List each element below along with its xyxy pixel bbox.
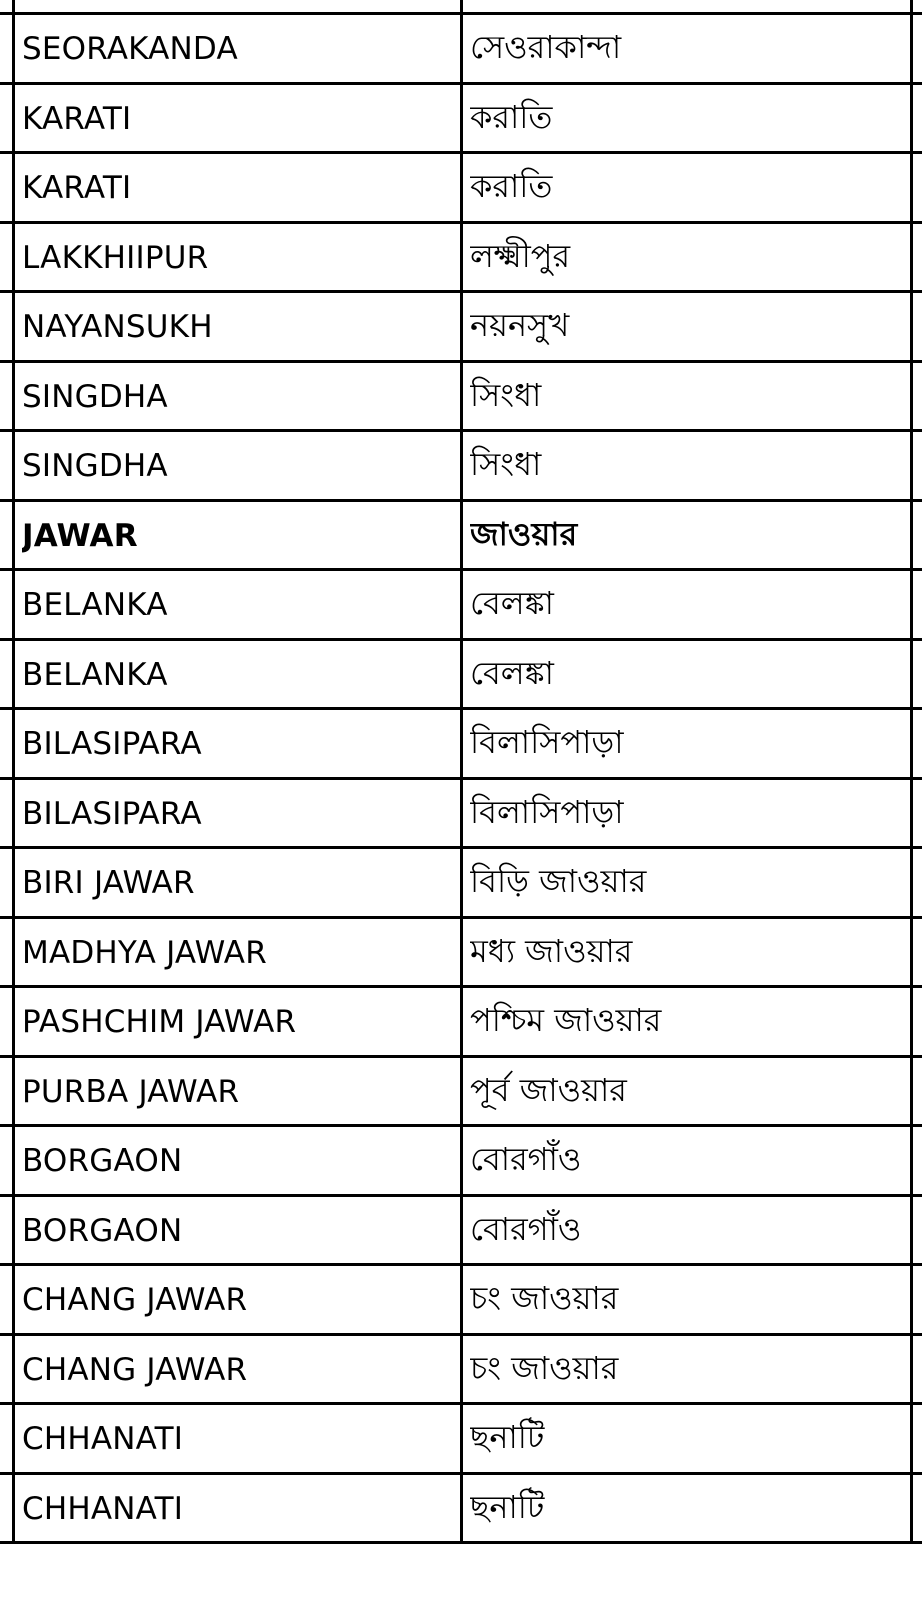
table-row bbox=[0, 1196, 922, 1266]
english-name-cell: BELANKA bbox=[22, 587, 168, 623]
table-row bbox=[0, 918, 922, 988]
english-name-cell: CHHANATI bbox=[22, 1491, 184, 1527]
bengali-name-cell: বিলাসিপাড়া bbox=[470, 723, 624, 761]
bengali-name-cell: নয়নসুখ bbox=[470, 306, 570, 344]
english-name-cell: PURBA JAWAR bbox=[22, 1074, 240, 1110]
table-row bbox=[0, 640, 922, 710]
bengali-name-cell: মধ্য জাওয়ার bbox=[470, 932, 633, 970]
table-row bbox=[0, 570, 922, 640]
bengali-name-cell: বেলঙ্কা bbox=[470, 584, 554, 622]
bengali-name-cell: সিংধা bbox=[470, 445, 542, 483]
english-name-cell: SINGDHA bbox=[22, 448, 168, 484]
bengali-name-cell: সিংধা bbox=[470, 376, 542, 414]
bengali-name-cell: পশ্চিম জাওয়ার bbox=[470, 1001, 662, 1039]
english-name-cell: PASHCHIM JAWAR bbox=[22, 1004, 297, 1040]
bengali-name-cell: বোরগাঁও bbox=[470, 1210, 582, 1248]
bengali-name-cell: বেলঙ্কা bbox=[470, 654, 554, 692]
english-name-cell: MADHYA JAWAR bbox=[22, 935, 267, 971]
table-row bbox=[0, 14, 922, 84]
english-name-cell: SINGDHA bbox=[22, 379, 168, 415]
table-row bbox=[0, 987, 922, 1057]
bengali-name-cell: জাওয়ার bbox=[470, 515, 578, 553]
english-name-cell: BELANKA bbox=[22, 657, 168, 693]
bengali-name-cell: ছনাটি bbox=[470, 1488, 545, 1526]
table-row bbox=[0, 1404, 922, 1474]
bengali-name-cell: বোরগাঁও bbox=[470, 1140, 582, 1178]
table-row bbox=[0, 1335, 922, 1405]
bengali-name-cell: চং জাওয়ার bbox=[470, 1349, 619, 1387]
bengali-name-cell: সেওরাকান্দা bbox=[470, 28, 622, 66]
table-row bbox=[0, 292, 922, 362]
english-name-cell: KARATI bbox=[22, 170, 132, 206]
bengali-name-cell: করাতি bbox=[470, 98, 553, 136]
bengali-name-cell: বিড়ি জাওয়ার bbox=[470, 862, 647, 900]
table-row bbox=[0, 1057, 922, 1127]
english-name-cell: BILASIPARA bbox=[22, 796, 202, 832]
english-name-cell: JAWAR bbox=[22, 518, 138, 554]
table-row bbox=[0, 779, 922, 849]
english-name-cell: CHANG JAWAR bbox=[22, 1352, 248, 1388]
table-row bbox=[0, 1474, 922, 1544]
english-name-cell: CHANG JAWAR bbox=[22, 1282, 248, 1318]
table-row bbox=[0, 1126, 922, 1196]
english-name-cell: CHHANATI bbox=[22, 1421, 184, 1457]
bengali-name-cell: বিলাসিপাড়া bbox=[470, 793, 624, 831]
table-row bbox=[0, 709, 922, 779]
table-row bbox=[0, 362, 922, 432]
english-name-cell: BIRI JAWAR bbox=[22, 865, 195, 901]
table-row bbox=[0, 84, 922, 154]
bengali-name-cell: ছনাটি bbox=[470, 1418, 545, 1456]
english-name-cell: BORGAON bbox=[22, 1213, 183, 1249]
bengali-name-cell: লক্ষ্মীপুর bbox=[470, 237, 571, 275]
english-name-cell: LAKKHIIPUR bbox=[22, 240, 209, 276]
english-name-cell: BILASIPARA bbox=[22, 726, 202, 762]
table-row bbox=[0, 501, 922, 571]
english-name-cell: KARATI bbox=[22, 101, 132, 137]
table-row bbox=[0, 431, 922, 501]
english-name-cell: NAYANSUKH bbox=[22, 309, 213, 345]
bengali-name-cell: চং জাওয়ার bbox=[470, 1279, 619, 1317]
table-row bbox=[0, 223, 922, 293]
table-row bbox=[0, 153, 922, 223]
table-row bbox=[0, 1265, 922, 1335]
bengali-name-cell: করাতি bbox=[470, 167, 553, 205]
english-name-cell: SEORAKANDA bbox=[22, 31, 238, 67]
table-row bbox=[0, 848, 922, 918]
bengali-name-cell: পূর্ব জাওয়ার bbox=[470, 1071, 627, 1109]
english-name-cell: BORGAON bbox=[22, 1143, 183, 1179]
